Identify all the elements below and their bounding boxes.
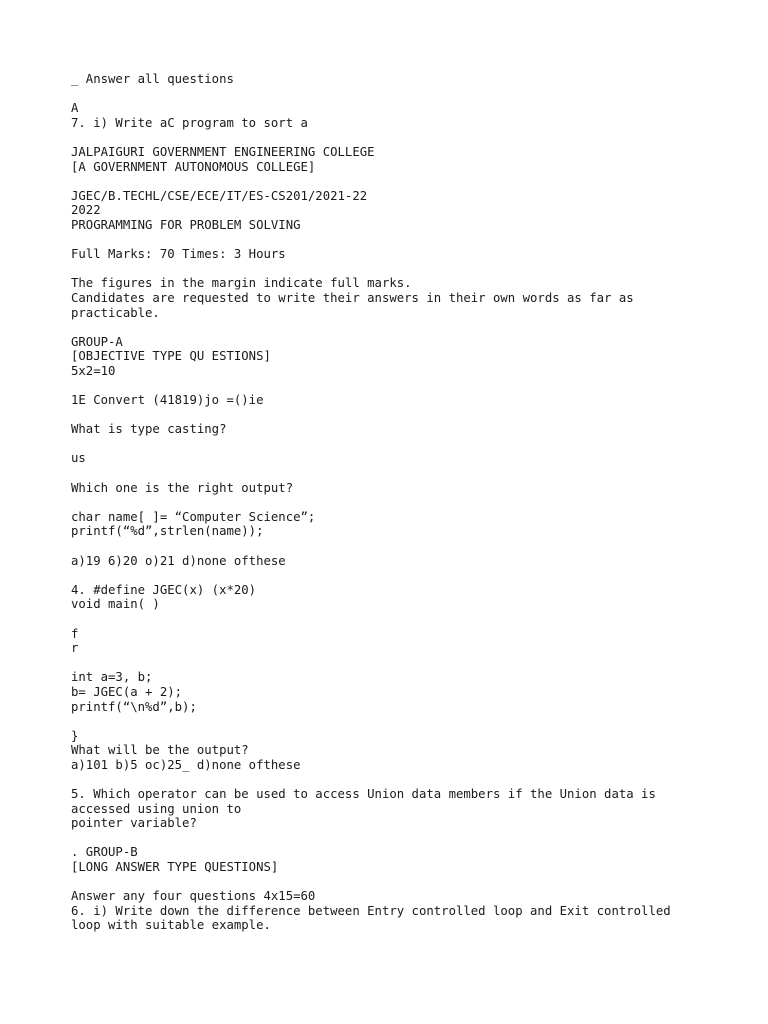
note-line-2: Candidates are requested to write their answers in their own words as far as [71,290,634,305]
group-b-instruction: Answer any four questions 4x15=60 [71,889,316,904]
question-4-close-brace: } [71,728,79,743]
question-5-line-3: pointer variable? [71,816,197,831]
question-6-line-1: 6. i) Write down the difference between Entry controlled loop and Exit controlled [71,903,671,918]
marker-a: A [71,101,79,116]
blank-line [71,656,751,671]
blank-line [71,320,751,335]
question-4-code-line: printf(“\n%d”,b); [71,699,197,714]
blank-line [71,773,751,788]
stray-question-7: 7. i) Write aC program to sort a [71,115,308,130]
question-5-line-1: 5. Which operator can be used to access Union data members if the Union data is [71,787,656,802]
group-b-type: [LONG ANSWER TYPE QUESTIONS] [71,860,279,875]
blank-line [71,495,751,510]
question-4-stray-f: f [71,626,79,641]
blank-line [71,568,751,583]
group-b-title: . GROUP-B [71,845,138,860]
question-4-code-line: int a=3, b; [71,670,153,685]
college-name: JALPAIGURI GOVERNMENT ENGINEERING COLLEGE [71,144,375,159]
blank-line [71,262,751,277]
blank-line [71,612,751,627]
paper-subject: PROGRAMMING FOR PROBLEM SOLVING [71,217,301,232]
blank-line [71,831,751,846]
blank-line [71,408,751,423]
question-4-ask: What will be the output? [71,743,249,758]
note-line-3: practicable. [71,305,160,320]
paper-year: 2022 [71,203,101,218]
marks-and-time: Full Marks: 70 Times: 3 Hours [71,247,286,262]
question-3: Which one is the right output? [71,480,294,495]
question-3-code-line: char name[ ]= “Computer Science”; [71,509,316,524]
blank-line [71,437,751,452]
exam-paper-text [71,72,751,933]
question-3-options: a)19 6)20 o)21 d)none ofthese [71,553,286,568]
question-5-line-2: accessed using union to [71,801,242,816]
question-4-code-line: b= JGEC(a + 2); [71,684,183,699]
college-status: [A GOVERNMENT AUTONOMOUS COLLEGE] [71,159,316,174]
blank-line [71,130,751,145]
group-a-type: [OBJECTIVE TYPE QU ESTIONS] [71,349,271,364]
paper-code: JGEC/B.TECHL/CSE/ECE/IT/ES-CS201/2021-22 [71,188,368,203]
question-2: What is type casting? [71,422,227,437]
question-4: 4. #define JGEC(x) (x*20) [71,582,257,597]
blank-line [71,466,751,481]
note-line-1: The figures in the margin indicate full marks. [71,276,412,291]
group-a-title: GROUP-A [71,334,123,349]
question-4-main: void main( ) [71,597,160,612]
question-4-options: a)101 b)5 oc)25_ d)none ofthese [71,757,301,772]
question-4-stray-r: r [71,641,79,656]
group-a-marks: 5x2=10 [71,363,116,378]
answer-all-instruction: _ Answer all questions [71,72,234,86]
blank-line [71,714,751,729]
blank-line [71,87,751,102]
blank-line [71,378,751,393]
question-6-line-2: loop with suitable example. [71,918,271,933]
blank-line [71,875,751,890]
blank-line [71,174,751,189]
blank-line [71,539,751,554]
question-1: 1E Convert (41819)jo =()ie [71,393,264,408]
blank-line [71,233,751,248]
question-3-code-line: printf(“%d”,strlen(name)); [71,524,264,539]
stray-text-us: us [71,451,86,466]
